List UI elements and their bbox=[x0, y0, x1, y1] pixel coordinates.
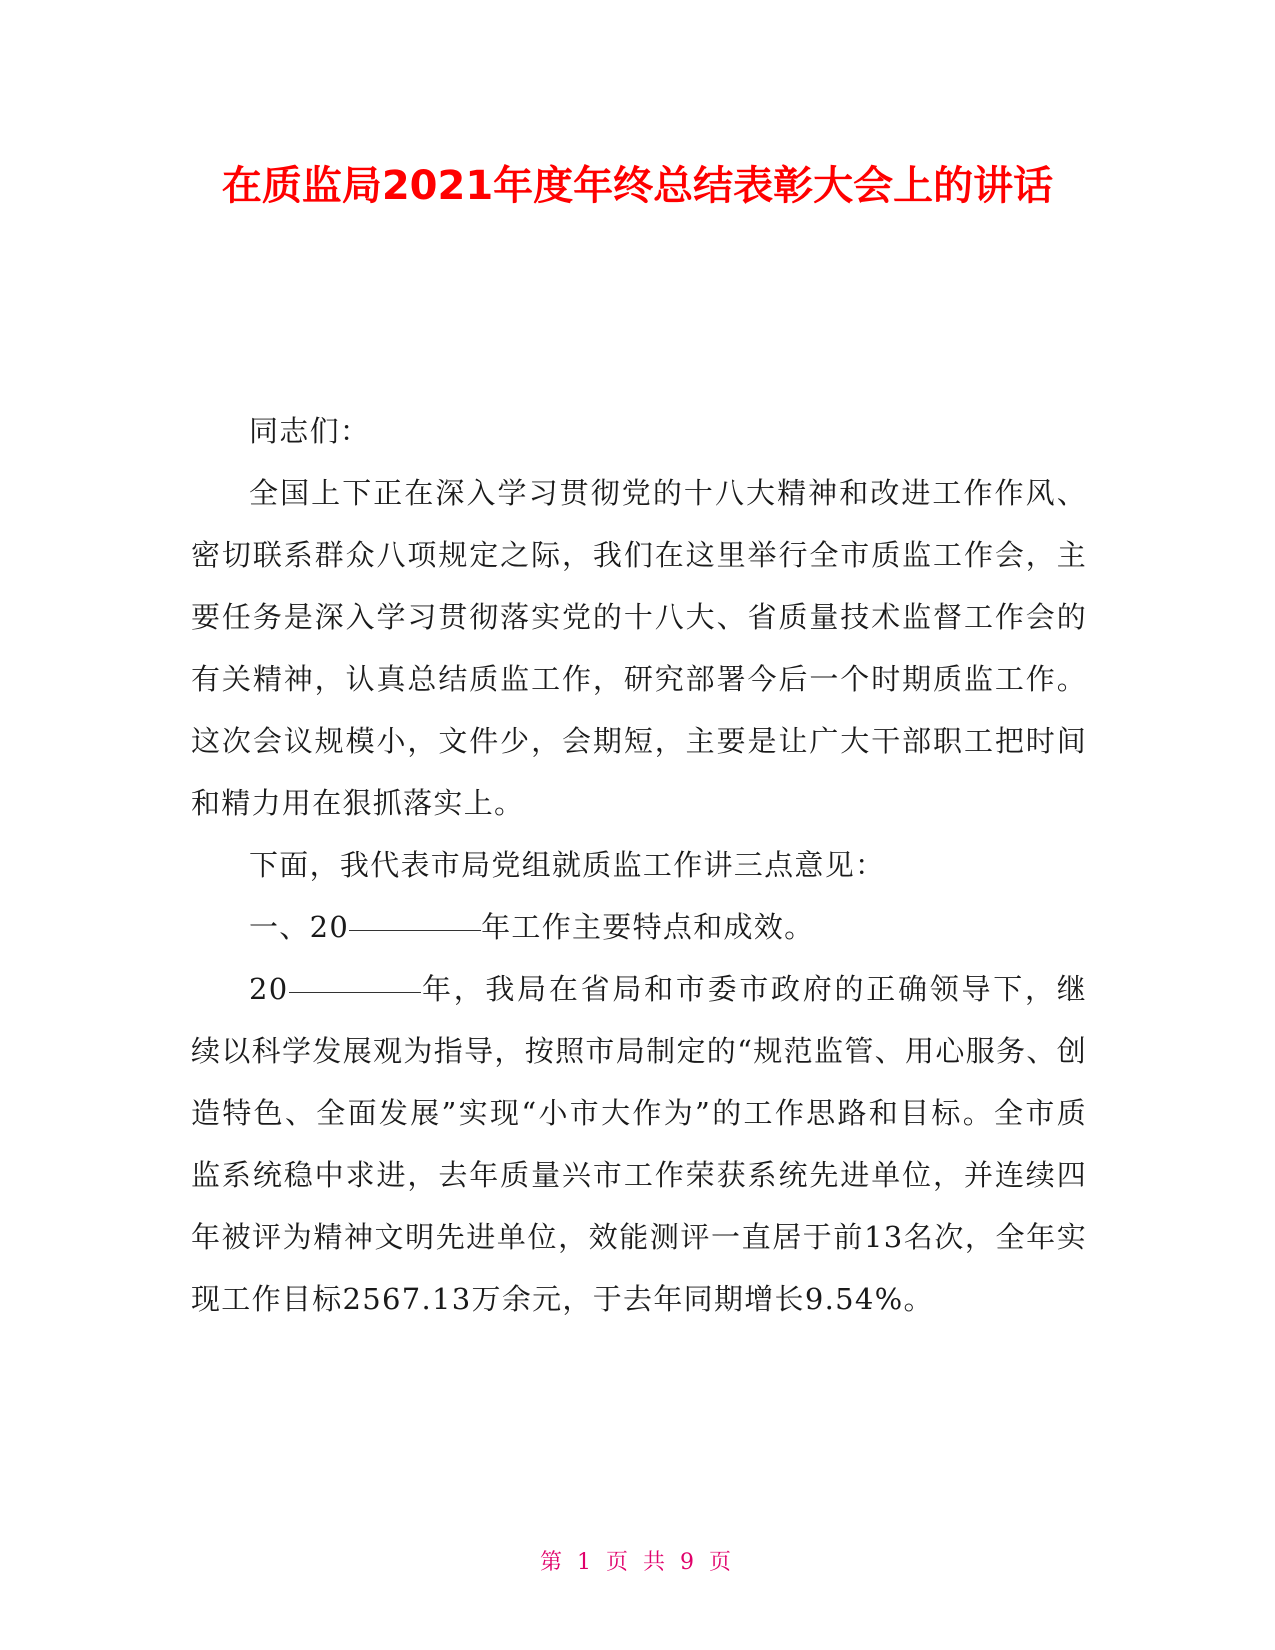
document-title: 在质监局2021年度年终总结表彰大会上的讲话 bbox=[221, 163, 1054, 209]
section-heading-prefix: 一、20 bbox=[249, 910, 350, 944]
document-body bbox=[191, 400, 1087, 1330]
intro-paragraph: 全国上下正在深入学习贯彻党的十八大精神和改进工作作风、密切联系群众八项规定之际，我们在这里举行全市质监工作会，主要任务是深入学习贯彻落实党的十八大、省质量技术监督工作会的有关精神，认真总结质监工作，研究部署今后一个时期质监工作。这次会议规模小，文件少，会期短，主要是让广大干部职工把时间和精力用在狠抓落实上。 bbox=[191, 476, 1087, 820]
salutation-paragraph: 同志们： bbox=[249, 414, 371, 448]
page-footer: 第 1 页 共 9 页 bbox=[540, 1550, 735, 1575]
section-heading-suffix: 年工作主要特点和成效。 bbox=[481, 910, 815, 944]
blank-underline bbox=[349, 930, 481, 931]
blank-underline bbox=[289, 992, 421, 993]
achievement-text: 年，我局在省局和市委市政府的正确领导下，继续以科学发展观为指导，按照市局制定的“规范监管、用心服务、创造特色、全面发展”实现“小市大作为”的工作思路和目标。全市质监系统稳中求进，去年质量兴市工作荣获系统先进单位，并连续四年被评为精神文明先进单位，效能测评一直居于前13名次，全年实现工作目标2567.13万余元，于去年同期增长9.54%。 bbox=[191, 972, 1087, 1316]
achievement-paragraph bbox=[191, 958, 1087, 1330]
achievement-prefix: 20 bbox=[249, 972, 289, 1006]
section-heading-paragraph bbox=[191, 896, 1087, 958]
outline-paragraph: 下面，我代表市局党组就质监工作讲三点意见： bbox=[249, 848, 886, 882]
